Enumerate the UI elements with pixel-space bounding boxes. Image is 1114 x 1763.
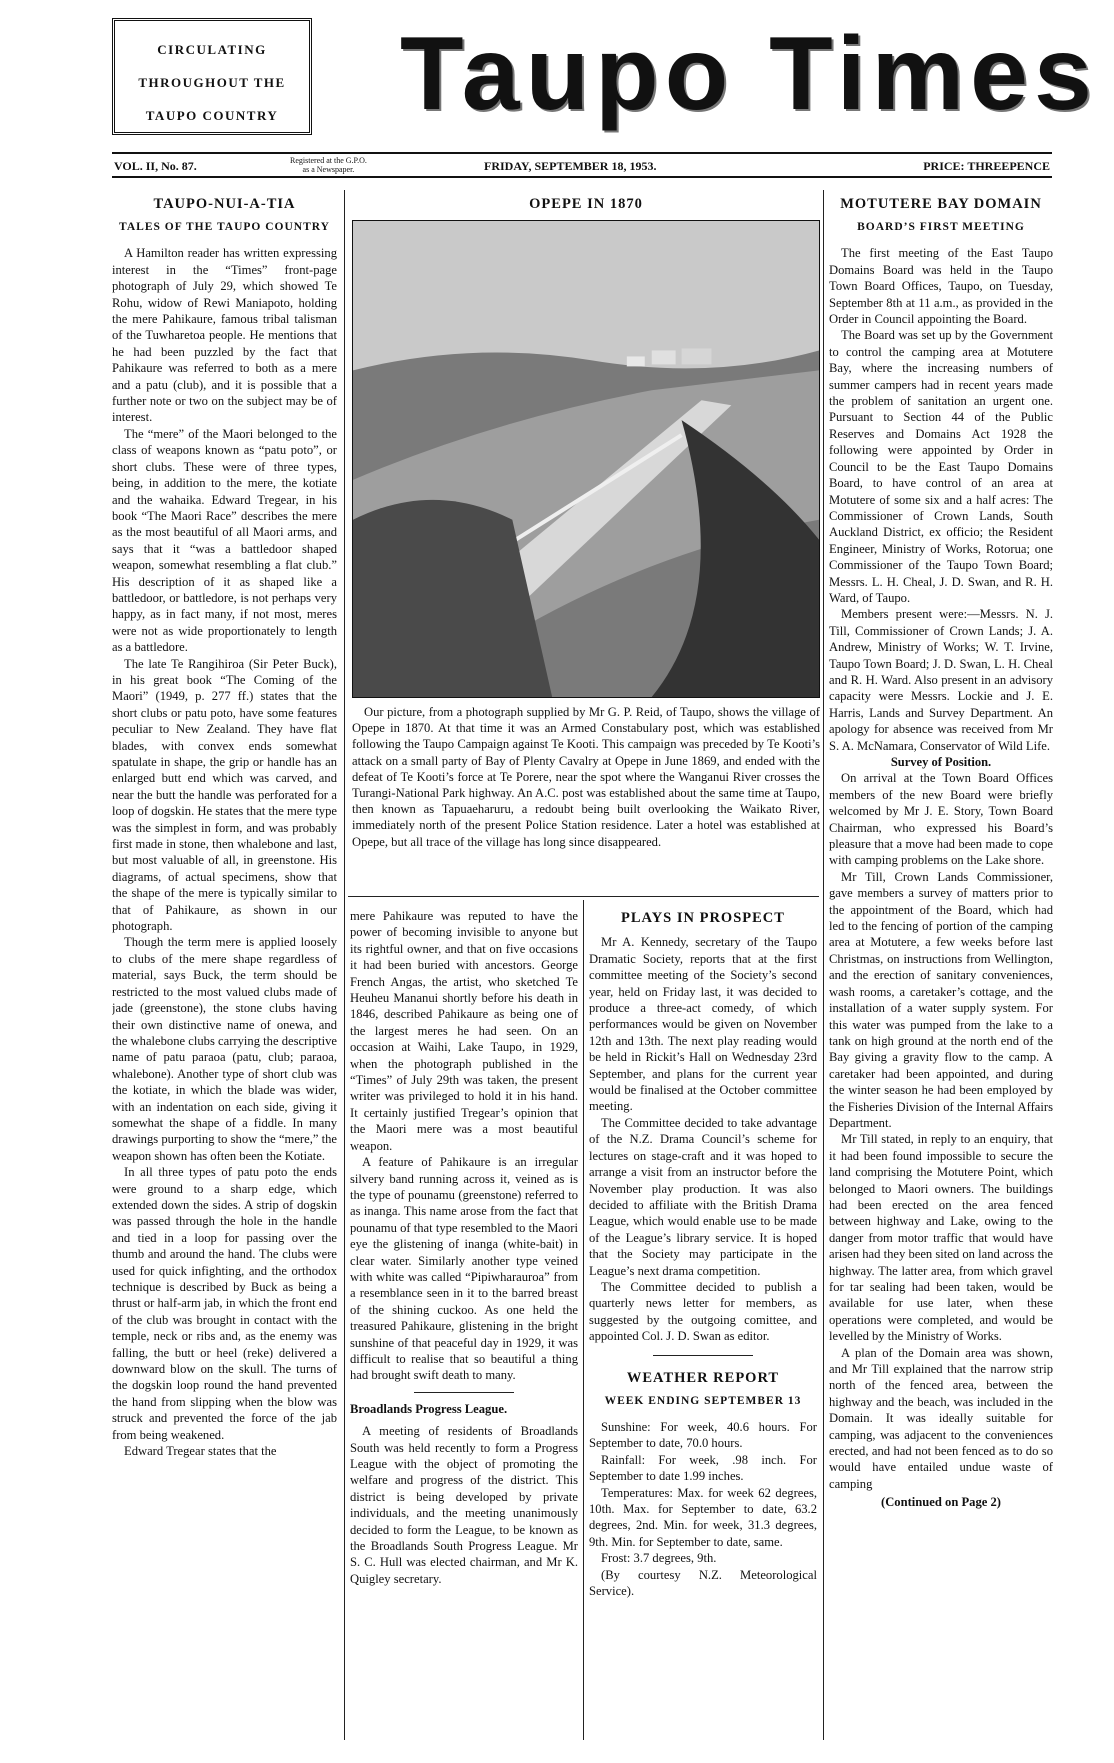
circulation-line-1: CIRCULATING <box>157 42 267 57</box>
photo-landscape-image <box>353 221 819 697</box>
registration-line-2: as a Newspaper. <box>302 165 355 174</box>
column-rule-2 <box>823 190 824 1740</box>
weather-temperatures: Temperatures: Max. for week 62 degrees, 10th. Max. for September to date, 63.2 degrees, 2nd. Min. for week, 31.3 degrees, 9th. Min. for September to date, same. <box>589 1485 817 1549</box>
photo-story-header <box>352 196 820 220</box>
paragraph: In all three types of patu poto the ends were ground to a sharp edge, which extended down the sides. A strip of dogskin was passed through the hole in the handle and tied in a loop for passing over the thumb and around the hand. The clubs were used for quick infighting, and the orthodox technique is described by Buck as being a thrust or half-arm jab, in which the front end of the club was brought in contact with the temple, neck or ribs and, as the enemy was falling, the butt or heel (reke) delivered a downward blow on the skull. The turns of the dogskin loop round the hand prevented the hand from slipping when the blow was struck and prevented the force of the jab from being weakened. <box>112 1165 337 1442</box>
paragraph: Mr Till, Crown Lands Commissioner, gave members a survey of matters prior to the appointment of the Board, which had led to the fencing of portion of the camping area at Motutere, a few weeks before last Christmas, on instructions from Wellington, and the erection of sanitary conveniences, wash rooms, a caretaker’s cottage, and the installation of a water supply system. For this water was pumped from the lake to a tank on high ground at the north end of the Bay giving a gravity flow to the camp. A caretaker had been appointed, and during the winter season he had been employed by the Fisheries Division of the Internal Affairs Department. <box>829 869 1053 1130</box>
issue-price: PRICE: THREEPENCE <box>923 159 1050 173</box>
weather-rainfall: Rainfall: For week, .98 inch. For September to date 1.99 inches. <box>589 1452 817 1484</box>
weather-credit: (By courtesy N.Z. Meteorological Service). <box>589 1567 817 1599</box>
section-divider <box>414 1392 514 1393</box>
paragraph: A plan of the Domain area was shown, and Mr Till explained that the narrow strip north of the fenced area, between the highway and the beach, was included in the Domain. It was ideally suitable for camping, was adjacent to the conveniences erected, and had not been fenced as to do so would have entailed undue waste of camping <box>829 1345 1053 1491</box>
article-heading-taupo-nui-a-tia: TAUPO-NUI-A-TIA <box>153 196 296 212</box>
column-taupo-nui-a-tia <box>112 196 337 1746</box>
paragraph: The Committee decided to take advantage of the N.Z. Drama Council’s scheme for lectures on stage-craft and it was hoped to arrange a visit from an instructor before the November play production. It was also decided to affiliate with the British Drama League, which would enable use to be made of the League’s library service. It is hoped that the Society may participate in the League’s next drama competition. <box>589 1115 817 1278</box>
photo-story-bottom-rule <box>348 896 819 897</box>
circulation-line-2: THROUGHOUT THE <box>138 75 286 90</box>
paragraph: A feature of Pahikaure is an irregular silvery band running across it, veined as is the type of pounamu (greenstone) referred to as inanga. This name arose from the fact that pounamu of that type resembled to the Maori eye the glistening of inanga (white-bait) in clear water. Similarly another type veined with white was called “Pipiwharauroa” from a resemblance seen in it to the barred breast of the shining cuckoo. As one held the treasured Pahikaure, glistening in the bright sunshine of that peaceful day in 1929, it was difficult to realise that so beautiful a thing had brought swift death to many. <box>350 1155 578 1383</box>
paragraph: Edward Tregear states that the <box>124 1444 277 1459</box>
paragraph: The “mere” of the Maori belonged to the class of weapons known as “patu poto”, or short clubs. These were of three types, being, in addition to the mere, the kotiate and the wahaika. Edward Tregear, in his book “The Maori Race” describes the mere as the most beautiful of all Maori arms, and says that it “was a battledoor shaped weapon, somewhat resembling a flat club.” His description of it as shaped like a battledoor, or battledore, is not perhaps very happy, as in fact many, if not most, meres were not as wide proportionately to length as a battledore. <box>112 426 337 655</box>
paragraph: Members present were:—Messrs. N. J. Till, Commissioner of Crown Lands; J. A. Andrew, Ministry of Works; W. T. Irvine, Taupo Town Board; J. D. Swan, L. H. Cheal and R. H. Ward. Also present in an advisory capacity were Messrs. Lockie and J. E. Harris, Lands and Survey Department. An apology for absence was received from Mr S. A. McNamara, Conservator of Wild Life. <box>829 607 1053 753</box>
paragraph: Though the term mere is applied loosely to clubs of the mere shape regardless of material, says Buck, the term should be restricted to the most valued clubs made of jade (greenstone), the stone clubs having their own distinctive name of onewa, and the whalebone clubs carrying the descriptive name of patu paraoa (patu, club; paraoa, whalebone). Another type of short club was the kotiate, in which the blade was wider, with an indentation on each side, giving it somewhat the shape of a fiddle. In many drawings purporting to show the “mere,” the weapon shown has often been the Kotiate. <box>112 935 337 1163</box>
photo-caption-block <box>352 704 820 894</box>
weather-heading: WEATHER REPORT <box>626 1369 780 1386</box>
column-plays-weather <box>589 910 817 1740</box>
registration-line-1: Registered at the G.P.O. <box>290 156 367 165</box>
newspaper-title: Taupo Times <box>400 16 1098 132</box>
survey-subheading: Survey of Position. <box>890 755 992 769</box>
paragraph: A Hamilton reader has written expressing interest in the “Times” front-page photograph of July 29, which showed Te Rohu, widow of Rewi Maniapoto, holding the mere Pahikaure, famous tribal talisman of the Tuwharetoa people. He mentions that he had been puzzled by the fact that Pahikaure was referred to both as a mere and a patu (club), and it is possible that a further note or two on the subject may be of interest. <box>112 246 337 425</box>
registration-note <box>290 156 367 174</box>
paragraph: The Board was set up by the Government to control the camping area at Motutere Bay, where the increasing numbers of summer campers had in recent years made the problem of sanitation an urgent one. Pursuant to Section 44 of the Public Reserves and Domains Act 1928 the following were appointed by Order in Council to be the East Taupo Domains Board, to have control of an area at Motutere of some six and a half acres: The Commissioner of Crown Lands, South Auckland District, ex officio; the Resident Engineer, Ministry of Works, Rotorua; one Commissioner of the Taupo Town Board; Messrs. L. H. Cheal, J. D. Swan, and R. H. Ward, of Taupo. <box>829 328 1053 605</box>
plays-heading: PLAYS IN PROSPECT <box>621 910 785 926</box>
weather-sunshine: Sunshine: For week, 40.6 hours. For September to date, 70.0 hours. <box>589 1419 817 1451</box>
photo-story-heading: OPEPE IN 1870 <box>529 196 643 212</box>
article-subheading-board: BOARD’S FIRST MEETING <box>857 221 1025 234</box>
paragraph: The late Te Rangihiroa (Sir Peter Buck), in his great book “The Coming of the Maori” (1949, p. 277 ff.) states that the short clubs or patu poto, have some features peculiar to New Zealand. They have flat blades, with convex ends somewhat spatulate in shape, the grip or handle has an enlarged butt end which was carved, and near the butt the handle was perforated for a loop of dogskin. He states that the mere type was the simplest in form, and was probably first made in stone, then whalebone and last, but most valuable of all, in greenstone. His diagrams, of actual specimens, show that the shape of the mere is typically similar to that of Pahikaure, as shown in our photograph. <box>112 656 337 934</box>
volume-number: VOL. II, No. 87. <box>114 159 197 173</box>
paragraph: On arrival at the Town Board Offices members of the new Board were briefly welcomed by Mr J. E. Story, Town Board Chairman, who expressed his Board’s pleasure that a move had been made to cope with camping problems on the Lake shore. <box>829 771 1053 868</box>
photo-caption: Our picture, from a photograph supplied by Mr G. P. Reid, of Taupo, shows the village of Opepe in 1870. At that time it was an Armed Constabulary post, which was established following the Taupo Campaign against Te Kooti. This campaign was preceded by Te Kooti’s attack on a small party of Bay of Plenty Cavalry at Opepe in June 1869, and ended with the defeat of Te Kooti’s force at Te Porere, near the spot where the Wanganui River crosses the Turangi-National Park highway. An A.C. post was established about the same time at Taupo, then known as Tapuaeharuru, a redoubt being built overlooking the Waikato River, immediately north of the present Police Station residence. Later a hotel was established at Opepe, but all trace of the village has long since disappeared. <box>352 705 820 849</box>
continued-notice: (Continued on Page 2) <box>881 1495 1001 1510</box>
circulation-line-3: TAUPO COUNTRY <box>145 108 279 123</box>
issue-date: FRIDAY, SEPTEMBER 18, 1953. <box>484 159 657 173</box>
column-rule-1 <box>344 190 345 1740</box>
opepe-photograph <box>352 220 820 698</box>
dateline-bar <box>112 152 1052 178</box>
article-subheading-tales: TALES OF THE TAUPO COUNTRY <box>119 221 330 234</box>
article-heading-motutere: MOTUTERE BAY DOMAIN <box>840 196 1042 212</box>
paragraph: The first meeting of the East Taupo Domains Board was held in the Taupo Town Board Offices, Taupo, on Tuesday, September 8th at 11 a.m., as provided in the Order in Council appointing the Board. <box>829 246 1053 327</box>
paragraph: The Committee decided to publish a quarterly news letter for members, as suggested by the outgoing comittee, and appointed Col. J. D. Swan as editor. <box>589 1279 817 1344</box>
column-rule-3 <box>583 900 584 1740</box>
column-motutere-bay <box>829 196 1053 1746</box>
paragraph: Mr Till stated, in reply to an enquiry, that it had been found impossible to secure the land comprising the Motutere Point, which belonged to Maori owners. The buildings had been erected on the area fenced between highway and Lake, owing to the danger from motor traffic that would have arisen had they been sited on land across the highway. The latter area, from which gravel for tar sealing had been taken, would be available for use later, when these operations were completed, and would be levelled by the Ministry of Works. <box>829 1132 1053 1344</box>
paragraph: mere Pahikaure was reputed to have the power of becoming invisible to anyone but its rightful owner, and that on five occasions it had been buried with ancestors. George French Angas, the artist, who sketched Te Heuheu Mananui shortly before his death in 1846, described Pahikaure as being one of the largest meres he had seen. On an occasion at Waihi, Lake Taupo, in 1929, when the photograph published in the “Times” of July 29th was taken, the present writer was privileged to hold it in his hand. It certainly justified Tregear’s opinion that the Maori mere was a most beautiful weapon. <box>350 909 578 1153</box>
paragraph: Mr A. Kennedy, secretary of the Taupo Dramatic Society, reports that at the first committee meeting of the Society’s second year, held on Friday last, it was decided to produce a three-act comedy, of which performances would be given on November 12th and 13th. The next play reading would be held in Rickit’s Hall on Wednesday 23rd September, and plans for the current year would be finalised at the October committee meeting. <box>589 935 817 1114</box>
section-divider <box>653 1355 753 1356</box>
broadlands-paragraph: A meeting of residents of Broadlands South was held recently to form a Progress League with the object of promoting the welfare and progress of the district. This district is being developed by private individuals, and the meeting unanimously decided to form the League, to be known as the Broadlands South Progress League. Mr S. C. Hull was elected chairman, and Mr K. Quigley secretary. <box>350 1424 578 1586</box>
column-pahikaure-continued <box>350 908 578 1740</box>
circulation-box <box>112 18 312 135</box>
weather-frost: Frost: 3.7 degrees, 9th. <box>601 1551 717 1566</box>
broadlands-heading: Broadlands Progress League. <box>350 1401 508 1416</box>
weather-subheading: WEEK ENDING SEPTEMBER 13 <box>604 1394 802 1407</box>
